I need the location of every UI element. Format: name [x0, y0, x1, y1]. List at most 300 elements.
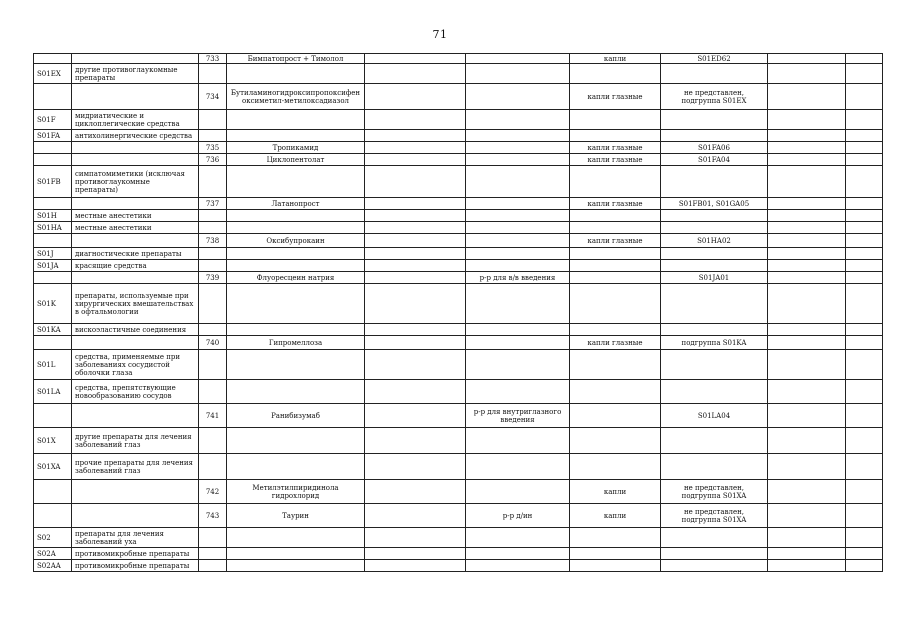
dosage-form-cell	[466, 548, 570, 560]
group-name-cell: мидриатические и циклоплегические средства	[72, 110, 199, 130]
empty-cell	[846, 480, 883, 504]
atc-reference-cell	[661, 350, 768, 380]
drug-name-cell: Латанопрост	[227, 198, 365, 210]
empty-cell	[846, 222, 883, 234]
table-row	[34, 504, 883, 528]
empty-cell	[768, 260, 846, 272]
atc-reference-cell: S01JA01	[661, 272, 768, 284]
table-row	[34, 380, 883, 404]
empty-cell	[846, 234, 883, 248]
table-row	[34, 528, 883, 548]
item-number-cell: 735	[199, 142, 227, 154]
atc-code-cell: S01FB	[34, 166, 72, 198]
drug-name-cell	[227, 284, 365, 324]
group-name-cell	[72, 272, 199, 284]
dosage-form-cell	[466, 166, 570, 198]
release-form-cell	[570, 248, 661, 260]
table-row	[34, 404, 883, 428]
release-form-cell: капли	[570, 504, 661, 528]
dosage-form-cell: р-р для в/в введения	[466, 272, 570, 284]
group-name-cell: местные анестетики	[72, 222, 199, 234]
atc-code-cell: S01EX	[34, 64, 72, 84]
drug-name-cell	[227, 64, 365, 84]
atc-reference-cell	[661, 324, 768, 336]
item-number-cell	[199, 260, 227, 272]
atc-code-cell: S01XA	[34, 454, 72, 480]
empty-cell	[365, 166, 466, 198]
table-row	[34, 142, 883, 154]
release-form-cell	[570, 324, 661, 336]
atc-reference-cell	[661, 210, 768, 222]
table-row	[34, 480, 883, 504]
group-name-cell: другие противоглаукомные препараты	[72, 64, 199, 84]
atc-reference-cell	[661, 64, 768, 84]
atc-code-cell: S02A	[34, 548, 72, 560]
item-number-cell	[199, 528, 227, 548]
empty-cell	[846, 198, 883, 210]
atc-code-cell	[34, 198, 72, 210]
group-name-cell	[72, 54, 199, 64]
atc-reference-cell: подгруппа S01KA	[661, 336, 768, 350]
atc-reference-cell	[661, 166, 768, 198]
release-form-cell: капли	[570, 480, 661, 504]
dosage-form-cell	[466, 248, 570, 260]
atc-code-cell: S01HA	[34, 222, 72, 234]
release-form-cell: капли глазные	[570, 336, 661, 350]
drug-name-cell	[227, 560, 365, 572]
release-form-cell	[570, 110, 661, 130]
empty-cell	[365, 548, 466, 560]
empty-cell	[846, 154, 883, 166]
empty-cell	[365, 54, 466, 64]
dosage-form-cell	[466, 284, 570, 324]
item-number-cell: 740	[199, 336, 227, 350]
empty-cell	[846, 166, 883, 198]
empty-cell	[846, 248, 883, 260]
dosage-form-cell	[466, 324, 570, 336]
empty-cell	[768, 84, 846, 110]
atc-reference-cell	[661, 130, 768, 142]
table-row	[34, 336, 883, 350]
table-row	[34, 198, 883, 210]
group-name-cell: местные анестетики	[72, 210, 199, 222]
empty-cell	[846, 428, 883, 454]
empty-cell	[768, 324, 846, 336]
empty-cell	[846, 260, 883, 272]
release-form-cell	[570, 560, 661, 572]
drug-name-cell: Ранибизумаб	[227, 404, 365, 428]
empty-cell	[365, 504, 466, 528]
empty-cell	[846, 350, 883, 380]
dosage-form-cell	[466, 154, 570, 166]
item-number-cell	[199, 64, 227, 84]
group-name-cell: противомикробные препараты	[72, 548, 199, 560]
dosage-form-cell	[466, 380, 570, 404]
group-name-cell: антихолинергические средства	[72, 130, 199, 142]
atc-reference-cell	[661, 248, 768, 260]
release-form-cell	[570, 260, 661, 272]
release-form-cell	[570, 350, 661, 380]
release-form-cell	[570, 380, 661, 404]
atc-reference-cell	[661, 528, 768, 548]
atc-reference-cell: S01ED62	[661, 54, 768, 64]
item-number-cell: 734	[199, 84, 227, 110]
empty-cell	[846, 528, 883, 548]
empty-cell	[846, 560, 883, 572]
table-row	[34, 560, 883, 572]
empty-cell	[846, 504, 883, 528]
atc-reference-cell: S01LA04	[661, 404, 768, 428]
item-number-cell	[199, 166, 227, 198]
empty-cell	[365, 528, 466, 548]
atc-code-cell: S01F	[34, 110, 72, 130]
table-body	[34, 54, 883, 572]
group-name-cell	[72, 154, 199, 166]
empty-cell	[768, 54, 846, 64]
table-row	[34, 130, 883, 142]
item-number-cell	[199, 324, 227, 336]
drug-name-cell	[227, 222, 365, 234]
item-number-cell	[199, 428, 227, 454]
atc-reference-cell: S01HA02	[661, 234, 768, 248]
dosage-form-cell	[466, 210, 570, 222]
dosage-form-cell	[466, 560, 570, 572]
table-row	[34, 272, 883, 284]
dosage-form-cell	[466, 528, 570, 548]
atc-code-cell: S02AA	[34, 560, 72, 572]
empty-cell	[768, 454, 846, 480]
atc-code-cell: S01H	[34, 210, 72, 222]
empty-cell	[846, 210, 883, 222]
dosage-form-cell: р-р для внутриглазного введения	[466, 404, 570, 428]
atc-reference-cell	[661, 560, 768, 572]
dosage-form-cell	[466, 350, 570, 380]
empty-cell	[846, 84, 883, 110]
atc-code-cell: S01LA	[34, 380, 72, 404]
atc-code-cell: S01L	[34, 350, 72, 380]
empty-cell	[365, 64, 466, 84]
atc-reference-cell	[661, 110, 768, 130]
group-name-cell	[72, 336, 199, 350]
drug-name-cell	[227, 428, 365, 454]
release-form-cell	[570, 64, 661, 84]
dosage-form-cell	[466, 428, 570, 454]
atc-reference-cell: S01FA06	[661, 142, 768, 154]
item-number-cell	[199, 548, 227, 560]
empty-cell	[768, 336, 846, 350]
empty-cell	[365, 130, 466, 142]
release-form-cell	[570, 210, 661, 222]
table-row	[34, 54, 883, 64]
empty-cell	[768, 284, 846, 324]
group-name-cell	[72, 480, 199, 504]
table-row	[34, 260, 883, 272]
empty-cell	[846, 110, 883, 130]
empty-cell	[768, 222, 846, 234]
drug-name-cell	[227, 528, 365, 548]
item-number-cell	[199, 380, 227, 404]
table-row	[34, 324, 883, 336]
table-row	[34, 350, 883, 380]
empty-cell	[365, 154, 466, 166]
atc-code-cell	[34, 336, 72, 350]
empty-cell	[846, 54, 883, 64]
empty-cell	[768, 272, 846, 284]
atc-code-cell	[34, 480, 72, 504]
empty-cell	[365, 272, 466, 284]
item-number-cell: 742	[199, 480, 227, 504]
atc-code-cell	[34, 404, 72, 428]
empty-cell	[846, 548, 883, 560]
empty-cell	[365, 560, 466, 572]
table-row	[34, 154, 883, 166]
drug-name-cell	[227, 166, 365, 198]
drug-name-cell: Циклопентолат	[227, 154, 365, 166]
group-name-cell	[72, 198, 199, 210]
empty-cell	[846, 380, 883, 404]
group-name-cell: средства, применяемые при заболеваниях сосудистой оболочки глаза	[72, 350, 199, 380]
empty-cell	[365, 350, 466, 380]
release-form-cell	[570, 130, 661, 142]
empty-cell	[365, 428, 466, 454]
empty-cell	[846, 404, 883, 428]
group-name-cell	[72, 84, 199, 110]
item-number-cell: 743	[199, 504, 227, 528]
table-row	[34, 248, 883, 260]
empty-cell	[768, 548, 846, 560]
empty-cell	[365, 110, 466, 130]
dosage-form-cell	[466, 130, 570, 142]
atc-code-cell	[34, 154, 72, 166]
atc-reference-cell	[661, 284, 768, 324]
atc-code-cell: S01K	[34, 284, 72, 324]
empty-cell	[365, 454, 466, 480]
item-number-cell	[199, 284, 227, 324]
atc-code-cell	[34, 234, 72, 248]
item-number-cell	[199, 222, 227, 234]
empty-cell	[768, 380, 846, 404]
group-name-cell: симпатомиметики (исключая противоглаукомные препараты)	[72, 166, 199, 198]
release-form-cell	[570, 428, 661, 454]
page-number: 71	[432, 28, 448, 41]
empty-cell	[768, 404, 846, 428]
atc-reference-cell: не представлен, подгруппа S01XA	[661, 504, 768, 528]
atc-code-cell	[34, 272, 72, 284]
empty-cell	[768, 110, 846, 130]
dosage-form-cell	[466, 222, 570, 234]
table-row	[34, 84, 883, 110]
dosage-form-cell: р-р д/ин	[466, 504, 570, 528]
release-form-cell: капли глазные	[570, 234, 661, 248]
empty-cell	[365, 222, 466, 234]
item-number-cell	[199, 130, 227, 142]
drug-name-cell: Метилэтилпиридинола гидрохлорид	[227, 480, 365, 504]
empty-cell	[846, 130, 883, 142]
table-row	[34, 234, 883, 248]
dosage-form-cell	[466, 234, 570, 248]
empty-cell	[365, 210, 466, 222]
dosage-form-cell	[466, 198, 570, 210]
empty-cell	[846, 142, 883, 154]
release-form-cell	[570, 548, 661, 560]
item-number-cell	[199, 110, 227, 130]
empty-cell	[846, 64, 883, 84]
atc-reference-cell: не представлен, подгруппа S01EX	[661, 84, 768, 110]
release-form-cell	[570, 166, 661, 198]
group-name-cell: красящие средства	[72, 260, 199, 272]
atc-code-cell	[34, 84, 72, 110]
empty-cell	[365, 84, 466, 110]
group-name-cell: диагностические препараты	[72, 248, 199, 260]
table-row	[34, 548, 883, 560]
dosage-form-cell	[466, 480, 570, 504]
atc-code-cell	[34, 54, 72, 64]
empty-cell	[768, 560, 846, 572]
atc-code-cell: S01JA	[34, 260, 72, 272]
drug-name-cell: Бутиламиногидроксипропоксифен оксиметил-метилоксадиазол	[227, 84, 365, 110]
atc-reference-cell	[661, 260, 768, 272]
release-form-cell	[570, 454, 661, 480]
atc-code-cell: S01X	[34, 428, 72, 454]
atc-reference-cell	[661, 454, 768, 480]
table-row	[34, 428, 883, 454]
release-form-cell	[570, 222, 661, 234]
drug-name-cell: Бимпатопрост + Тимолол	[227, 54, 365, 64]
group-name-cell: противомикробные препараты	[72, 560, 199, 572]
empty-cell	[846, 284, 883, 324]
group-name-cell: средства, препятствующие новообразованию сосудов	[72, 380, 199, 404]
item-number-cell: 733	[199, 54, 227, 64]
item-number-cell: 739	[199, 272, 227, 284]
drug-name-cell	[227, 260, 365, 272]
atc-code-cell: S01KA	[34, 324, 72, 336]
empty-cell	[768, 234, 846, 248]
empty-cell	[768, 504, 846, 528]
drug-name-cell: Таурин	[227, 504, 365, 528]
dosage-form-cell	[466, 64, 570, 84]
empty-cell	[365, 480, 466, 504]
release-form-cell: капли глазные	[570, 142, 661, 154]
atc-reference-cell: S01FB01, S01GA05	[661, 198, 768, 210]
empty-cell	[768, 210, 846, 222]
item-number-cell	[199, 560, 227, 572]
release-form-cell	[570, 528, 661, 548]
drug-name-cell	[227, 324, 365, 336]
empty-cell	[846, 336, 883, 350]
empty-cell	[768, 428, 846, 454]
empty-cell	[768, 130, 846, 142]
empty-cell	[365, 324, 466, 336]
release-form-cell	[570, 284, 661, 324]
item-number-cell	[199, 248, 227, 260]
atc-reference-cell: не представлен, подгруппа S01XA	[661, 480, 768, 504]
atc-code-cell: S02	[34, 528, 72, 548]
empty-cell	[365, 284, 466, 324]
table-row	[34, 454, 883, 480]
table-row	[34, 284, 883, 324]
group-name-cell	[72, 504, 199, 528]
atc-reference-cell	[661, 222, 768, 234]
table-row	[34, 222, 883, 234]
item-number-cell: 741	[199, 404, 227, 428]
empty-cell	[768, 198, 846, 210]
item-number-cell	[199, 350, 227, 380]
dosage-form-cell	[466, 142, 570, 154]
empty-cell	[768, 154, 846, 166]
release-form-cell	[570, 272, 661, 284]
drug-name-cell	[227, 210, 365, 222]
release-form-cell: капли глазные	[570, 84, 661, 110]
atc-code-cell: S01FA	[34, 130, 72, 142]
group-name-cell	[72, 142, 199, 154]
group-name-cell: препараты для лечения заболеваний уха	[72, 528, 199, 548]
group-name-cell: препараты, используемые при хирургических вмешательствах в офтальмологии	[72, 284, 199, 324]
atc-reference-cell	[661, 380, 768, 404]
release-form-cell	[570, 404, 661, 428]
empty-cell	[846, 272, 883, 284]
empty-cell	[365, 260, 466, 272]
empty-cell	[768, 142, 846, 154]
drug-name-cell	[227, 130, 365, 142]
empty-cell	[365, 380, 466, 404]
empty-cell	[365, 142, 466, 154]
drug-name-cell: Гипромеллоза	[227, 336, 365, 350]
empty-cell	[768, 248, 846, 260]
empty-cell	[768, 166, 846, 198]
atc-reference-cell: S01FA04	[661, 154, 768, 166]
drug-name-cell	[227, 248, 365, 260]
dosage-form-cell	[466, 260, 570, 272]
dosage-form-cell	[466, 110, 570, 130]
empty-cell	[365, 404, 466, 428]
group-name-cell: другие препараты для лечения заболеваний глаз	[72, 428, 199, 454]
dosage-form-cell	[466, 336, 570, 350]
drug-name-cell	[227, 454, 365, 480]
empty-cell	[365, 234, 466, 248]
drug-classification-table	[33, 53, 883, 572]
empty-cell	[365, 198, 466, 210]
atc-code-cell: S01J	[34, 248, 72, 260]
empty-cell	[768, 350, 846, 380]
atc-code-cell	[34, 142, 72, 154]
item-number-cell	[199, 210, 227, 222]
item-number-cell	[199, 454, 227, 480]
drug-name-cell: Флуоресцеин натрия	[227, 272, 365, 284]
drug-name-cell: Тропикамид	[227, 142, 365, 154]
empty-cell	[768, 64, 846, 84]
empty-cell	[846, 324, 883, 336]
table-row	[34, 210, 883, 222]
empty-cell	[365, 336, 466, 350]
table-row	[34, 166, 883, 198]
table-row	[34, 64, 883, 84]
item-number-cell: 736	[199, 154, 227, 166]
release-form-cell: капли глазные	[570, 198, 661, 210]
dosage-form-cell	[466, 54, 570, 64]
empty-cell	[768, 480, 846, 504]
item-number-cell: 737	[199, 198, 227, 210]
empty-cell	[365, 248, 466, 260]
empty-cell	[768, 528, 846, 548]
release-form-cell: капли	[570, 54, 661, 64]
drug-name-cell	[227, 350, 365, 380]
group-name-cell	[72, 234, 199, 248]
dosage-form-cell	[466, 454, 570, 480]
drug-name-cell: Оксибупрокаин	[227, 234, 365, 248]
atc-code-cell	[34, 504, 72, 528]
atc-reference-cell	[661, 548, 768, 560]
table-row	[34, 110, 883, 130]
